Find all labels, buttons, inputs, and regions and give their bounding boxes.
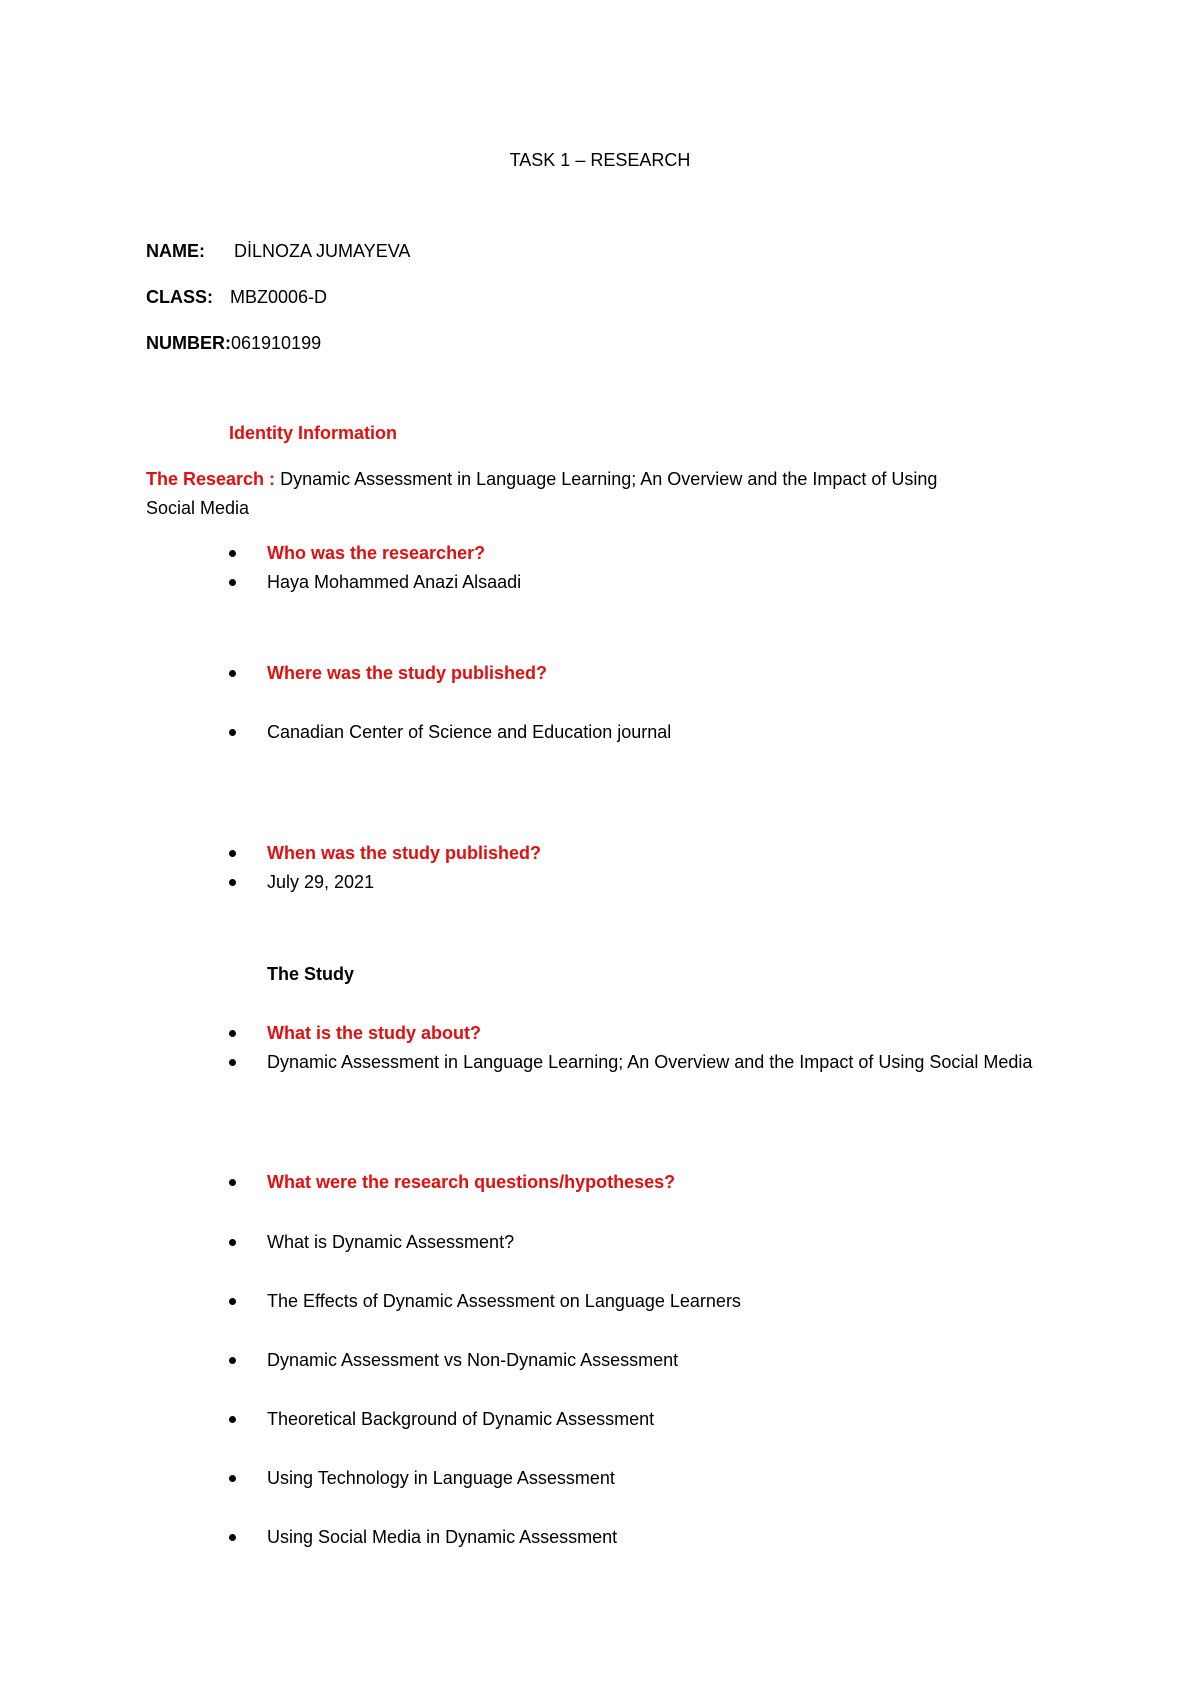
bullet-icon [229,1179,236,1186]
class-label: CLASS: [146,287,213,307]
number-value: 061910199 [231,333,322,353]
answer-about: Dynamic Assessment in Language Learning; An Overview and the Impact of Using Social Media [267,1052,1033,1072]
research-question: Using Technology in Language Assessment [267,1468,615,1488]
bullet-icon [229,550,236,557]
answer-published-where: Canadian Center of Science and Education journal [267,722,672,742]
number-row [146,332,321,354]
research-line-2: Social Media [146,498,250,518]
answer-published-when: July 29, 2021 [267,872,375,892]
question-hypotheses: What were the research questions/hypotheses? [267,1172,676,1192]
name-row [146,240,410,262]
research-question: Theoretical Background of Dynamic Assessment [267,1409,655,1429]
class-value: MBZ0006-D [230,287,328,307]
research-label: The Research : [146,469,276,489]
name-label: NAME: [146,241,205,261]
bullet-icon [229,729,236,736]
bullet-icon [229,1059,236,1066]
name-value: DİLNOZA JUMAYEVA [234,241,411,261]
bullet-icon [229,1357,236,1364]
bullet-icon [229,850,236,857]
research-question: What is Dynamic Assessment? [267,1232,515,1252]
bullet-icon [229,1030,236,1037]
bullet-icon [229,1298,236,1305]
answer-researcher: Haya Mohammed Anazi Alsaadi [267,572,522,592]
bullet-icon [229,670,236,677]
class-row [146,286,327,308]
bullet-icon [229,1416,236,1423]
document-title: TASK 1 – RESEARCH [509,150,691,170]
bullet-icon [229,879,236,886]
research-title-part1: Dynamic Assessment in Language Learning; An Overview and the Impact of Using [275,469,938,489]
study-heading: The Study [267,964,355,984]
research-line-1 [146,468,937,490]
research-question: The Effects of Dynamic Assessment on Language Learners [267,1291,741,1311]
bullet-icon [229,1239,236,1246]
question-published-where: Where was the study published? [267,663,548,683]
bullet-icon [229,1475,236,1482]
question-researcher: Who was the researcher? [267,543,486,563]
bullet-icon [229,1534,236,1541]
bullet-icon [229,579,236,586]
question-published-when: When was the study published? [267,843,542,863]
research-question: Dynamic Assessment vs Non-Dynamic Assessment [267,1350,679,1370]
identity-heading: Identity Information [229,423,397,443]
research-question: Using Social Media in Dynamic Assessment [267,1527,618,1547]
number-label: NUMBER: [146,333,231,353]
question-about: What is the study about? [267,1023,481,1043]
